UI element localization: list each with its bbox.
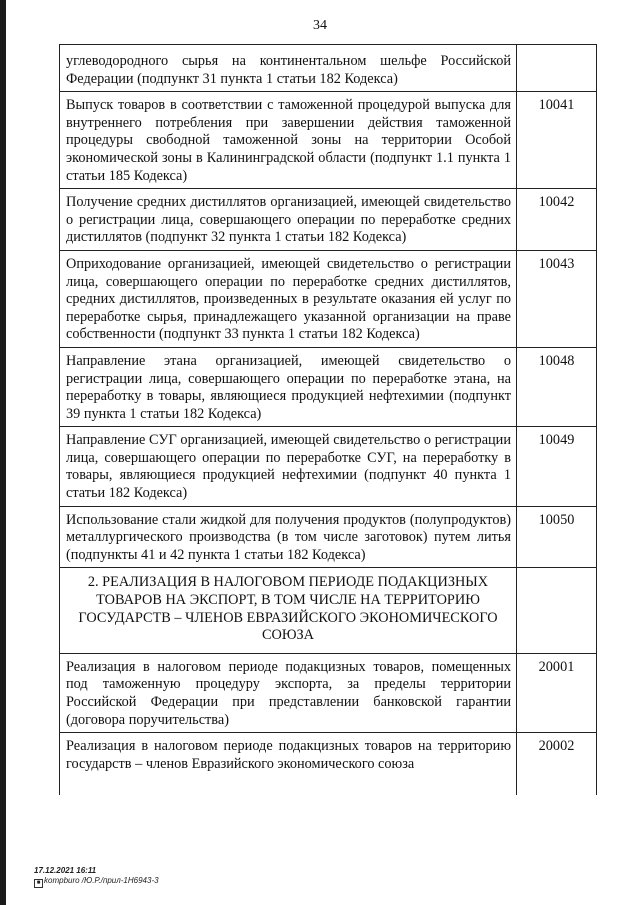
table-row [60, 427, 597, 506]
footer-ref: kompburo /Ю.Р./прил-1Н6943-3 [44, 876, 159, 885]
print-footer [34, 866, 159, 888]
table-row [60, 506, 597, 568]
document-stamp-icon: ■ [34, 879, 43, 888]
row-description: Оприходование организацией, имеющей свидетельство о регистрации лица, совершающего операции по переработке средних дистиллятов, средних дистиллятов, произведенных в результате оказания ей услуг по переработке сырья, принадлежащего указанной организации на праве собственности (подпункт 33 пункта 1 статьи 182 Кодекса) [60, 250, 517, 347]
page-number: 34 [313, 18, 327, 33]
codes-table [59, 44, 597, 795]
table-row [60, 45, 597, 92]
row-code: 20002 [517, 733, 597, 796]
row-code: 10043 [517, 250, 597, 347]
section-code [517, 568, 597, 653]
row-code: 10050 [517, 506, 597, 568]
row-description: Получение средних дистиллятов организацией, имеющей свидетельство о регистрации лица, совершающего операции по переработке средних дистиллятов (подпункт 32 пункта 1 статьи 182 Кодекса) [60, 189, 517, 251]
row-code: 20001 [517, 653, 597, 732]
table-row [60, 653, 597, 732]
scan-left-edge [0, 0, 6, 905]
row-description: Использование стали жидкой для получения продуктов (полупродуктов) металлургического производства (в том числе заготовок) путем литья (подпункты 41 и 42 пункта 1 статьи 182 Кодекса) [60, 506, 517, 568]
footer-line [34, 876, 159, 888]
section-title: 2. РЕАЛИЗАЦИЯ В НАЛОГОВОМ ПЕРИОДЕ ПОДАКЦИЗНЫХ ТОВАРОВ НА ЭКСПОРТ, В ТОМ ЧИСЛЕ НА ТЕРРИТОРИЮ ГОСУДАРСТВ – ЧЛЕНОВ ЕВРАЗИЙСКОГО ЭКОНОМИЧЕСКОГО СОЮЗА [60, 568, 517, 653]
row-description: Направление СУГ организацией, имеющей свидетельство о регистрации лица, совершающего операции по переработке СУГ, на переработку в товары, являющиеся продукцией нефтехимии (подпункт 40 пункта 1 статьи 182 Кодекса) [60, 427, 517, 506]
row-code: 10048 [517, 347, 597, 426]
row-code: 10042 [517, 189, 597, 251]
table-row [60, 189, 597, 251]
row-code: 10041 [517, 92, 597, 189]
table-row [60, 250, 597, 347]
section-heading-row [60, 568, 597, 653]
row-description: Направление этана организацией, имеющей свидетельство о регистрации лица, совершающего операции по переработке этана, на переработку в товары, являющиеся продукцией нефтехимии (подпункт 39 пункта 1 статьи 182 Кодекса) [60, 347, 517, 426]
table-row [60, 347, 597, 426]
row-description: Реализация в налоговом периоде подакцизных товаров на территорию государств – членов Евразийского экономического союза [60, 733, 517, 796]
footer-date: 17.12.2021 16:11 [34, 866, 97, 875]
table-row [60, 92, 597, 189]
row-description: Выпуск товаров в соответствии с таможенной процедурой выпуска для внутреннего потребления при завершении действия таможенной процедуры свободной таможенной зоны на территории Особой экономической зоны в Калининградской области (подпункт 1.1 пункта 1 статьи 185 Кодекса) [60, 92, 517, 189]
table-row [60, 733, 597, 796]
row-description: углеводородного сырья на континентальном шельфе Российской Федерации (подпункт 31 пункта 1 статьи 182 Кодекса) [60, 45, 517, 92]
row-description: Реализация в налоговом периоде подакцизных товаров, помещенных под таможенную процедуру экспорта, за пределы территории Российской Федерации при представлении банковской гарантии (договора поручительства) [60, 653, 517, 732]
row-code: 10049 [517, 427, 597, 506]
row-code [517, 45, 597, 92]
